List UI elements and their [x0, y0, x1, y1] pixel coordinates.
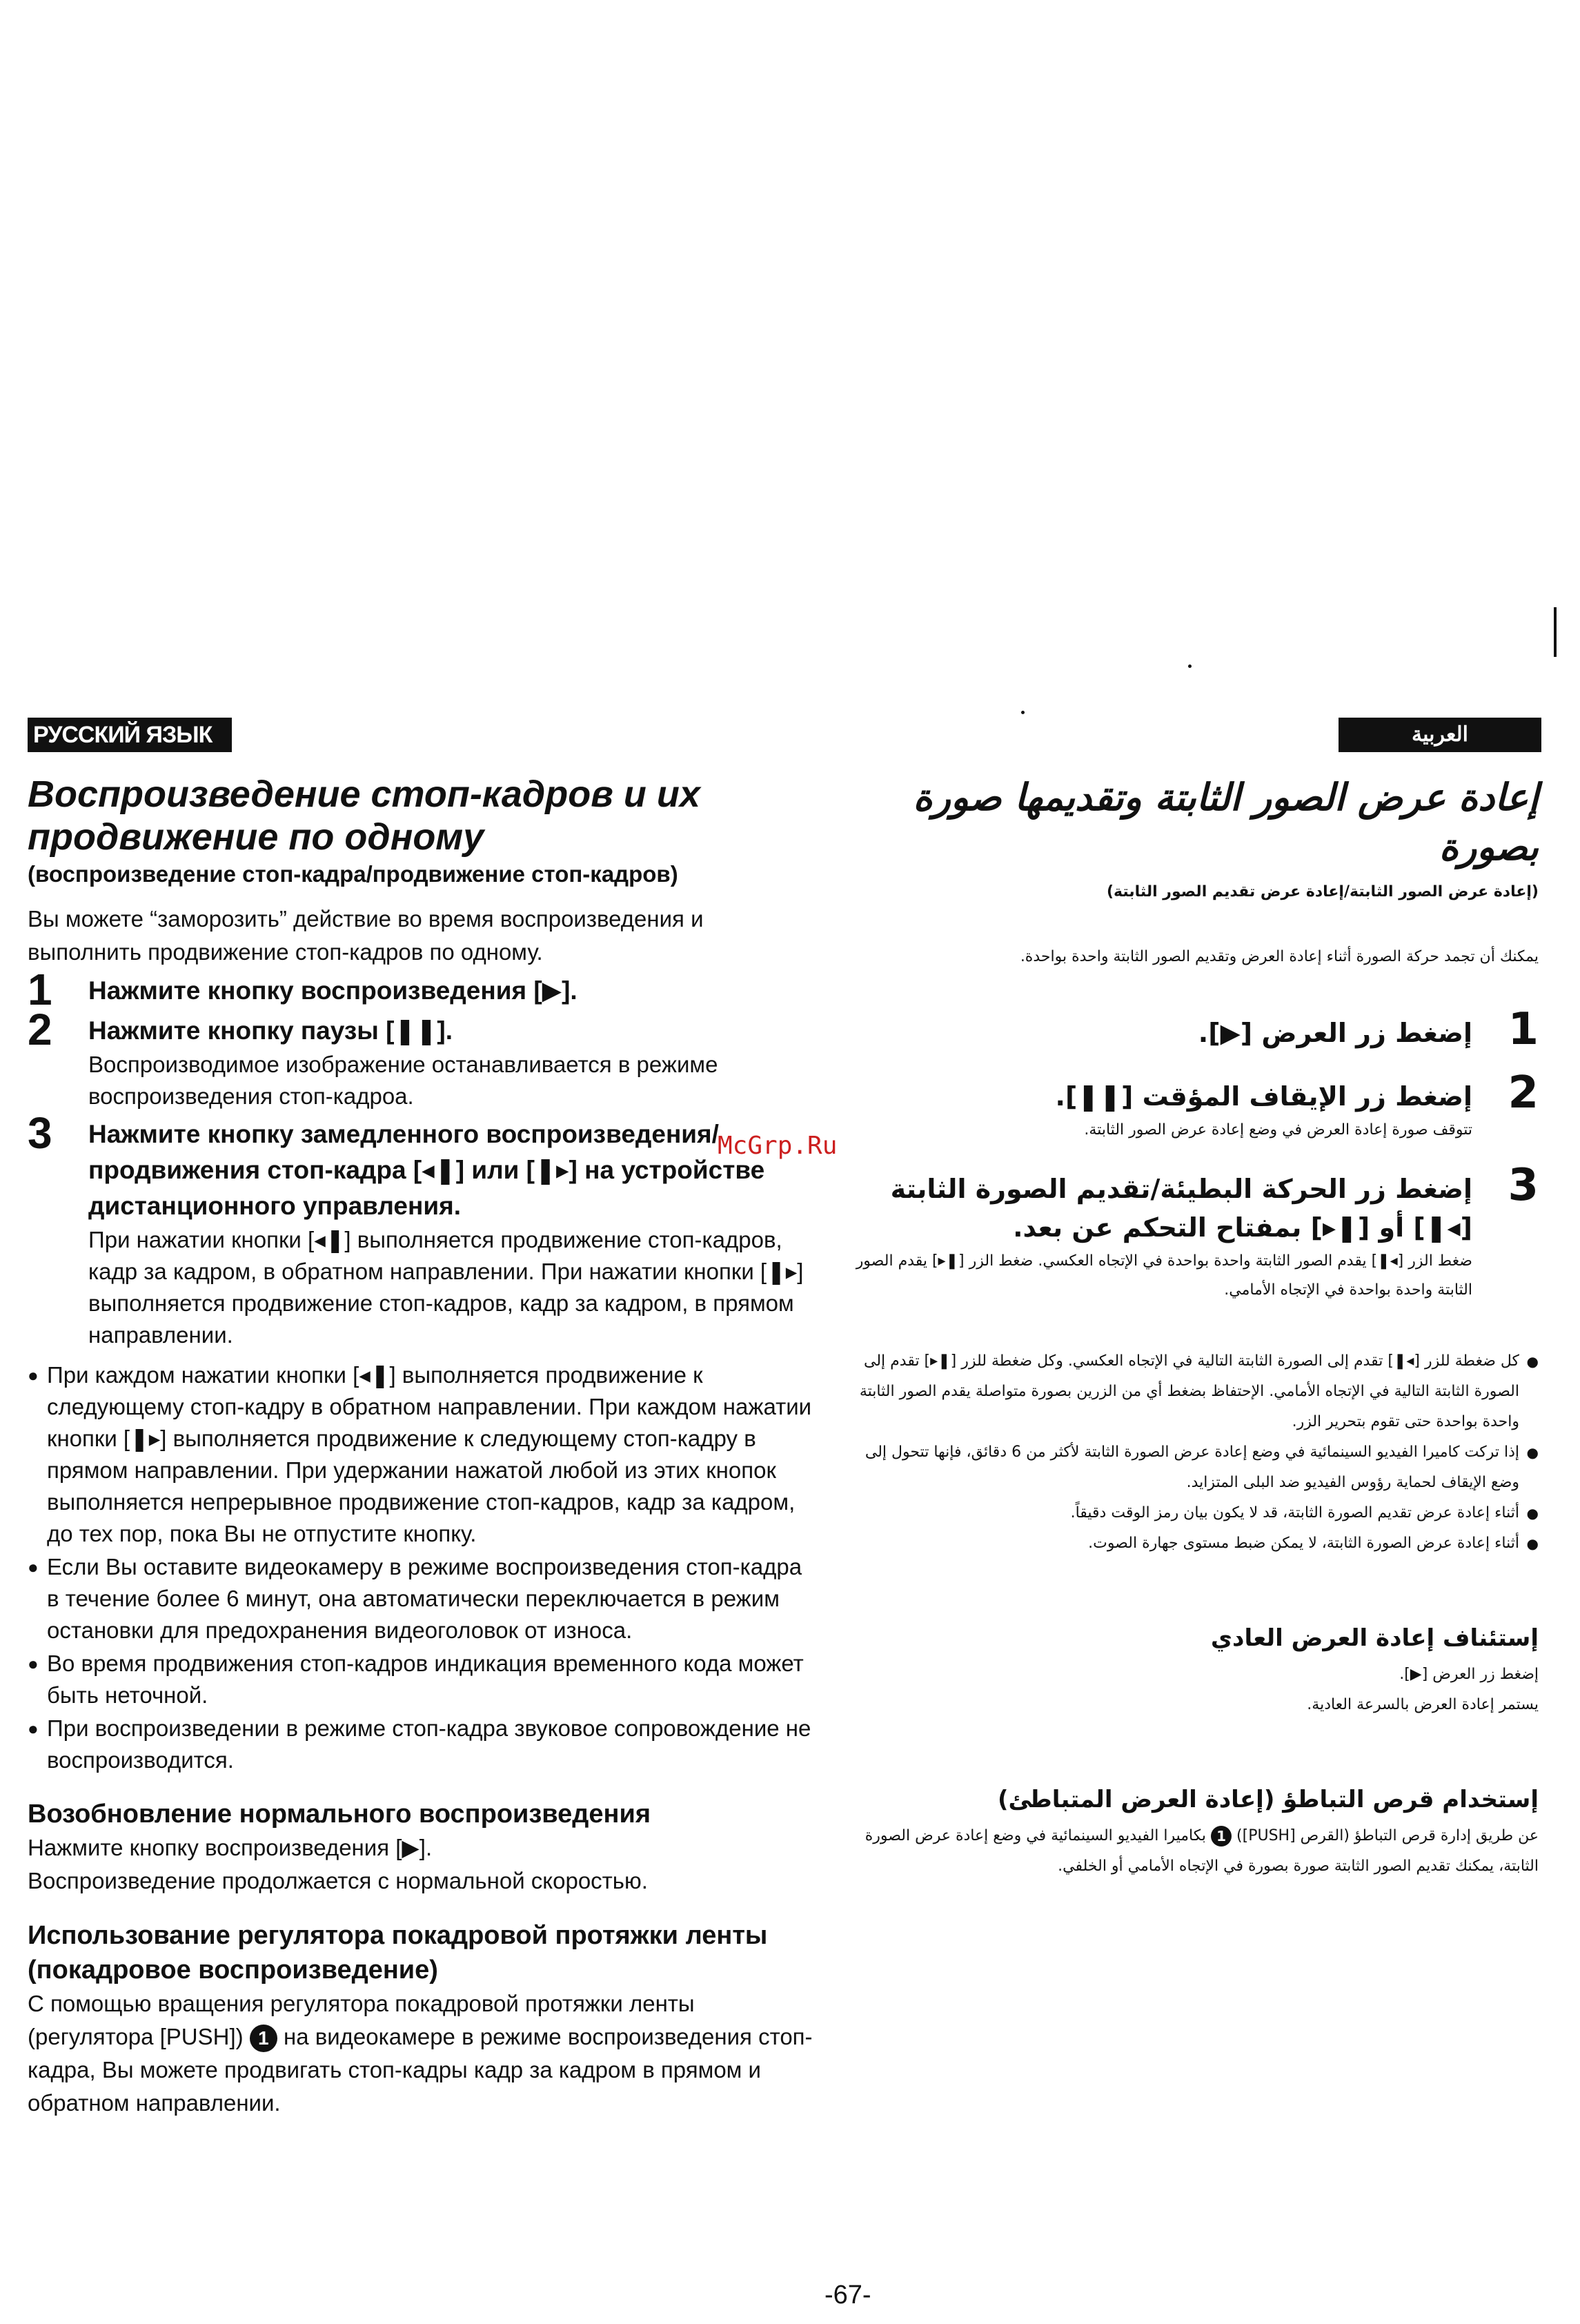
scan-dot: [1021, 711, 1025, 714]
circled-number-icon: 1: [1211, 1826, 1232, 1847]
ar-step-2: [835, 1067, 1539, 1145]
ru-step-number: 1: [28, 965, 52, 1014]
ru-step-1: [28, 965, 814, 1014]
ru-page-subtitle: (воспроизведение стоп-кадра/продвижение стоп-кадров): [28, 861, 678, 887]
ru-step-body: Воспроизводимое изображение останавливается в режиме воспроизведения стоп-кадроа.: [88, 1052, 718, 1109]
scan-dot: [1188, 664, 1192, 668]
ru-jog-heading: Использование регулятора покадровой протяжки ленты (покадровое воспроизведение): [28, 1921, 768, 1985]
ru-resume-line2: Воспроизведение продолжается с нормальной скоростью.: [28, 1868, 648, 1893]
ru-jog-text-after: на видеокамере в режиме воспроизведения стоп-кадра, Вы можете продвигать стоп-кадры кадр за кадром в прямом и обратном направлении.: [28, 2024, 813, 2116]
arabic-language-tab: العربية: [1339, 718, 1541, 752]
ar-note: ● أثناء إعادة عرض تقديم الصورة الثابتة، قد لا يكون بيان رمز الوقت دقيقاً.: [835, 1498, 1539, 1528]
ar-step-body: ضغط الزر [◂❚] يقدم الصور الثابتة واحدة بواحدة في الإتجاه العكسي. ضغط الزر [❚▸] يقدم الصور الثابتة واحدة بواحدة في الإتجاه الأمامي.: [856, 1252, 1472, 1299]
ar-step-heading: إضغط زر الإيقاف المؤقت [❚❚].: [1055, 1081, 1472, 1112]
ru-note: ● При каждом нажатии кнопки [◂❚] выполняется продвижение к следующему стоп-кадру в обратном направлении. При каждом нажатии кнопки [❚▸] выполняется продвижение к следующему стоп-кадру в прямом направлении. При удержании нажатой любой из этих кнопок выполняется непрерывное продвижение стоп-кадров, кадр за кадром, до тех пор, пока Вы не отпустите кнопку.: [28, 1359, 814, 1550]
ru-note: ● Во время продвижения стоп-кадров индикация временного кода может быть неточной.: [28, 1648, 814, 1711]
ar-intro: يمكنك أن تجمد حركة الصورة أثناء إعادة العرض وتقديم الصور الثابتة واحدة بواحدة.: [1020, 948, 1539, 965]
ar-jog-heading: إستخدام قرص التباطؤ (إعادة العرض المتباطئ): [998, 1786, 1539, 1813]
ru-note: ● Если Вы оставите видеокамеру в режиме воспроизведения стоп-кадра в течение более 6 минут, она автоматически переключается в режим остановки для предохранения видеоголовок от износа.: [28, 1551, 814, 1646]
ar-step-number: 2: [1508, 1067, 1539, 1119]
page-number: -67-: [824, 2281, 871, 2310]
ru-resume-line1: Нажмите кнопку воспроизведения [▶].: [28, 1835, 433, 1860]
ru-step-3: [28, 1108, 814, 1351]
ar-step-heading: إضغط زر العرض [▶].: [1198, 1018, 1472, 1048]
ar-note: ● إذا تركت كاميرا الفيديو السينمائية في وضع إعادة عرض الصورة الثابتة لأكثر من 6 دقائق، فإنها تتحول إلى وضع الإيقاف لحماية رؤوس الفيديو ضد البلى المتزايد.: [835, 1437, 1539, 1498]
ar-resume-heading: إستئناف إعادة العرض العادي: [1210, 1624, 1539, 1652]
ar-step-heading: إضغط زر الحركة البطيئة/تقديم الصورة الثابتة [◂❚] أو [❚▸] بمفتاح التحكم عن بعد.: [890, 1174, 1472, 1243]
ru-step-number: 2: [28, 1005, 52, 1054]
ar-step-body: تتوقف صورة إعادة العرض في وضع إعادة عرض الصور الثابتة.: [1084, 1121, 1472, 1139]
margin-mark: [1554, 607, 1557, 657]
arabic-column: [835, 773, 1539, 1882]
russian-column: [28, 773, 814, 2120]
ru-jog-text-before: С помощью вращения регулятора покадровой протяжки ленты (регулятора [PUSH]): [28, 1991, 695, 2049]
ru-step-body: При нажатии кнопки [◂❚] выполняется продвижение стоп-кадров, кадр за кадром, в обратном направлении. При нажатии кнопки [❚▸] выполняется продвижение стоп-кадров, кадр за кадром, в прямом направлении.: [88, 1227, 804, 1348]
ru-intro: Вы можете “заморозить” действие во время воспроизведения и выполнить продвижение стоп-кадров по одному.: [28, 906, 704, 965]
ru-step-number: 3: [28, 1108, 52, 1158]
ar-jog-text-after: بكاميرا الفيديو السينمائية في وضع إعادة عرض الصورة الثابتة، يمكنك تقديم الصور الثابتة صورة بصورة في الإتجاه الأمامي أو الخلفي.: [865, 1827, 1539, 1875]
ru-step-heading: Нажмите кнопку паузы [❚❚].: [88, 1016, 453, 1045]
ru-step-heading: Нажмите кнопку замедленного воспроизведения/продвижения стоп-кадра [◂❚] или [❚▸] на устройстве дистанционного управления.: [88, 1120, 765, 1220]
ar-note: ● أثناء إعادة عرض الصورة الثابتة، لا يمكن ضبط مستوى جهارة الصوت.: [835, 1528, 1539, 1559]
ar-step-number: 3: [1508, 1160, 1539, 1211]
watermark: McGrp.Ru: [718, 1132, 838, 1160]
ru-resume-heading: Возобновление нормального воспроизведения: [28, 1800, 651, 1829]
ar-step-number: 1: [1508, 1004, 1539, 1055]
ar-step-3: [835, 1160, 1539, 1305]
ru-step-heading: Нажмите кнопку воспроизведения [▶].: [88, 976, 577, 1005]
ar-jog-text-before: عن طريق إدارة قرص التباطؤ (القرص [PUSH]): [1236, 1827, 1539, 1844]
ar-page-subtitle: (إعادة عرض الصور الثابتة/إعادة عرض تقديم الصور الثابتة): [1106, 883, 1539, 900]
ru-jog-text: [28, 1987, 814, 2120]
ar-step-1: [835, 1004, 1539, 1055]
ru-note: ● При воспроизведении в режиме стоп-кадра звуковое сопровождение не воспроизводится.: [28, 1713, 814, 1776]
ar-note: ● كل ضغطة للزر [◂❚] تقدم إلى الصورة الثابتة التالية في الإتجاه العكسي. وكل ضغطة للزر [❚▸] تقدم إلى الصورة الثابتة التالية في الإتجاه الأمامي. الإحتفاظ بضغط أي من الزرين بصورة متواصلة يقدم الصور الثابتة واحدة بواحدة حتى تقوم بتحرير الزر.: [835, 1346, 1539, 1437]
ru-notes-list: [28, 1359, 814, 1776]
circled-number-icon: 1: [250, 2025, 277, 2052]
ar-resume-line2: يستمر إعادة العرض بالسرعة العادية.: [1307, 1696, 1539, 1713]
russian-language-tab: РУССКИЙ ЯЗЫК: [28, 718, 232, 752]
ar-jog-text: [835, 1821, 1539, 1882]
ar-notes-list: [835, 1346, 1539, 1559]
ru-page-title: Воспроизведение стоп-кадров и их продвижение по одному: [28, 774, 700, 858]
ar-page-title: إعادة عرض الصور الثابتة وتقديمها صورة بصورة: [913, 776, 1539, 869]
ar-resume-line1: إضغط زر العرض [▶].: [1399, 1666, 1539, 1683]
ru-step-2: [28, 1005, 814, 1112]
